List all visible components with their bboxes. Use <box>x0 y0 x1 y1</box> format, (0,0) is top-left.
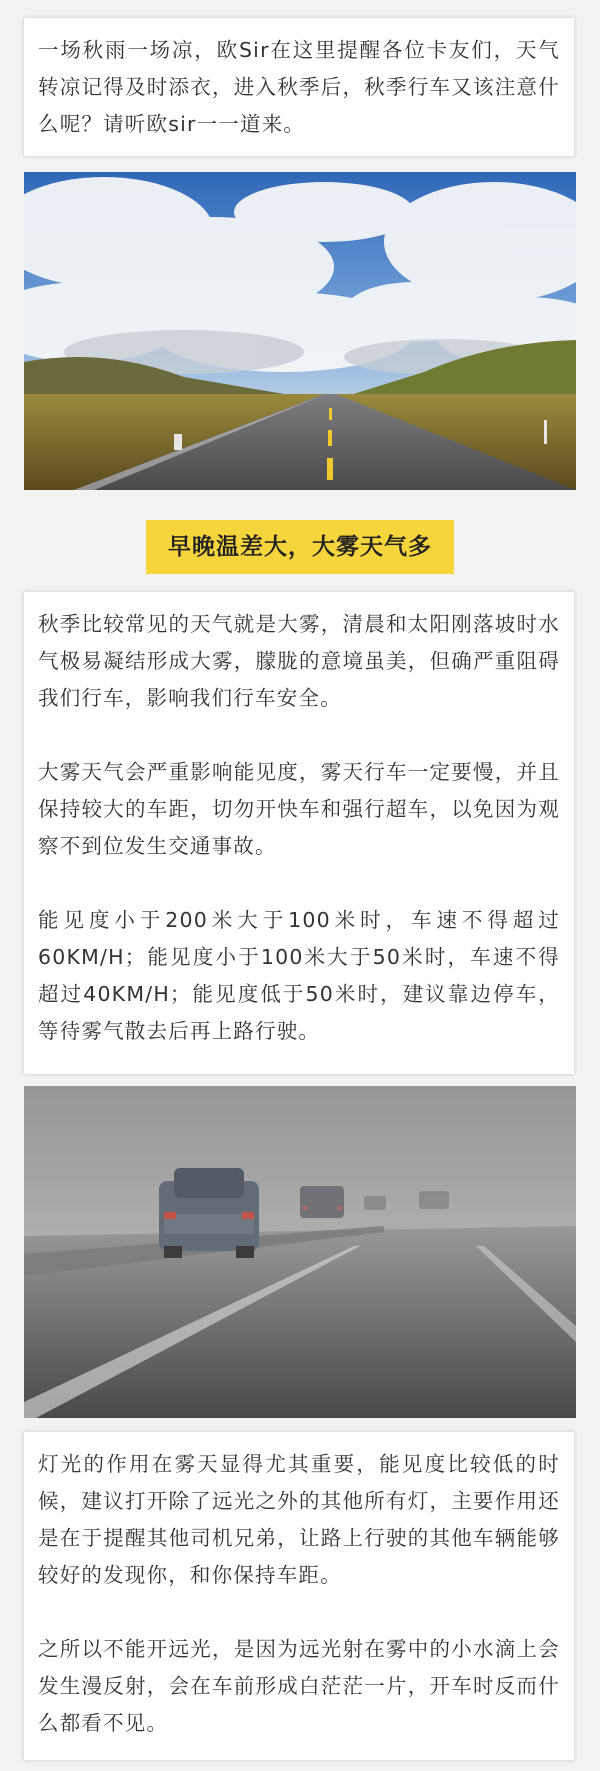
autumn-road-illustration <box>24 172 576 490</box>
fog-paragraph-1: 秋季比较常见的天气就是大雾，清晨和太阳刚落坡时水气极易凝结形成大雾，朦胧的意境虽美，但确严重阻碍我们行车，影响我们行车安全。 <box>38 612 560 710</box>
lights-paragraph-1: 灯光的作用在雾天显得尤其重要，能见度比较低的时候，建议打开除了远光之外的其他所有灯，主要作用还是在于提醒其他司机兄弟，让路上行驶的其他车辆能够较好的发现你，和你保持车距。 <box>38 1452 560 1587</box>
autumn-road-photo <box>24 172 576 490</box>
section-heading: 早晚温差大，大雾天气多 <box>146 520 454 574</box>
foggy-highway-photo <box>24 1086 576 1418</box>
intro-text: 一场秋雨一场凉，欧Sir在这里提醒各位卡友们，天气转凉记得及时添衣，进入秋季后，秋季行车又该注意什么呢？请听欧sir一一道来。 <box>38 38 560 136</box>
lights-section-card <box>24 1432 574 1760</box>
fog-paragraph-3: 能见度小于200米大于100米时，车速不得超过60KM/H；能见度小于100米大于50米时，车速不得超过40KM/H；能见度低于50米时，建议靠边停车，等待雾气散去后再上路行驶。 <box>38 908 560 1043</box>
foggy-highway-illustration <box>24 1086 576 1418</box>
intro-card <box>24 18 574 156</box>
fog-paragraph-2: 大雾天气会严重影响能见度，雾天行车一定要慢，并且保持较大的车距，切勿开快车和强行超车，以免因为观察不到位发生交通事故。 <box>38 760 560 858</box>
lights-paragraph-2: 之所以不能开远光，是因为远光射在雾中的小水滴上会发生漫反射，会在车前形成白茫茫一片，开车时反而什么都看不见。 <box>38 1637 560 1735</box>
fog-section-card <box>24 592 574 1074</box>
section-heading-wrap <box>0 519 600 575</box>
